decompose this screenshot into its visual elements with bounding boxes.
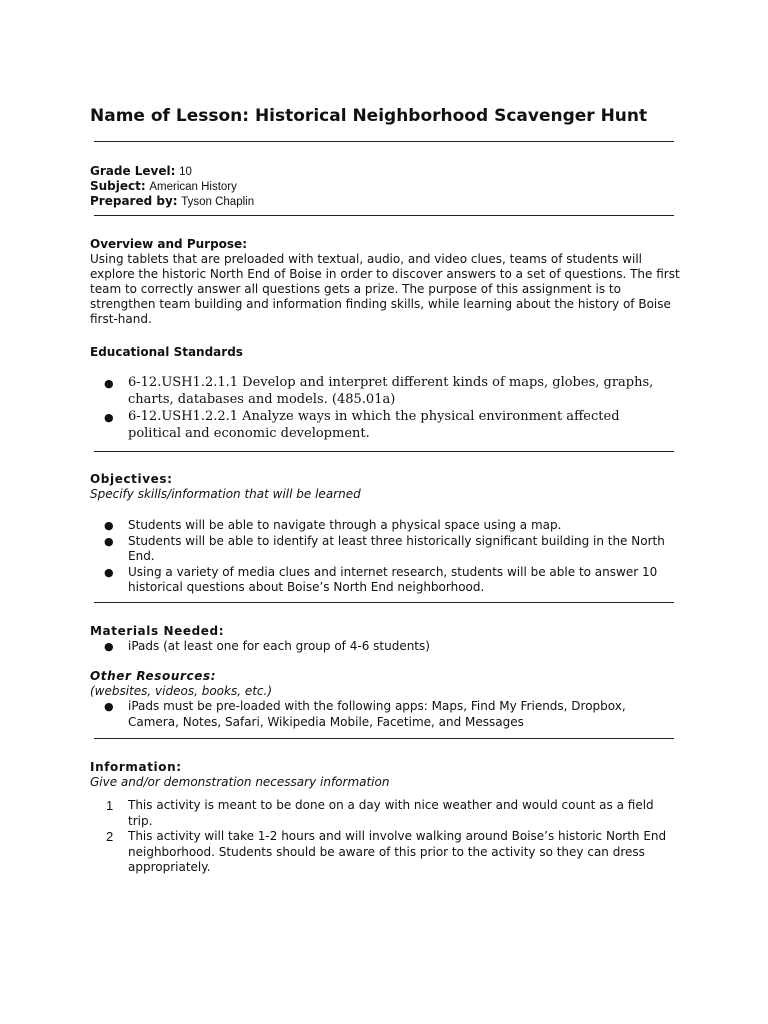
list-item: 2 This activity will take 1-2 hours and will involve walking around Boise’s historic North End neighborhood. Students should be aware of this prior to the activity so they can dress appropriately. xyxy=(106,829,667,874)
objectives-section xyxy=(90,472,680,596)
bullet: ● xyxy=(104,565,114,579)
resources-list xyxy=(90,699,680,730)
materials-section xyxy=(90,624,680,655)
objectives-heading: Objectives: xyxy=(90,472,173,486)
bullet: ● xyxy=(104,411,114,424)
bullet: ● xyxy=(104,519,114,532)
materials-list xyxy=(90,639,680,655)
divider xyxy=(94,602,674,603)
list-item: ● iPads (at least one for each group of 4-6 students) xyxy=(104,639,430,653)
bullet: ● xyxy=(104,534,114,548)
information-section xyxy=(90,760,680,876)
overview-section xyxy=(90,237,680,327)
list-number: 2 xyxy=(106,829,114,844)
bullet: ● xyxy=(104,640,114,653)
list-item: ● 6-12.USH1.2.1.1 Develop and interpret different kinds of maps, globes, graphs, charts, databases and models. (485.01a) xyxy=(104,375,654,407)
objectives-subheading: Specify skills/information that will be learned xyxy=(90,487,361,501)
standards-section xyxy=(90,345,680,442)
standards-heading: Educational Standards xyxy=(90,345,243,359)
resources-subheading: (websites, videos, books, etc.) xyxy=(90,684,273,698)
subject-value: American History xyxy=(149,181,237,193)
prepared-by-label: Prepared by: xyxy=(90,194,178,208)
overview-heading: Overview and Purpose: xyxy=(90,237,247,251)
list-item: ● iPads must be pre-loaded with the following apps: Maps, Find My Friends, Dropbox, Camera, Notes, Safari, Wikipedia Mobile, Facetime, and Messages xyxy=(104,699,626,729)
prepared-by-line xyxy=(90,194,254,210)
grade-level-line xyxy=(90,164,192,180)
list-item: ● 6-12.USH1.2.2.1 Analyze ways in which the physical environment affected political and economic development. xyxy=(104,409,620,441)
divider xyxy=(94,738,674,739)
information-heading: Information: xyxy=(90,760,182,774)
resources-heading: Other Resources: xyxy=(90,669,217,683)
grade-level-value: 10 xyxy=(179,166,192,178)
list-item: ● Students will be able to identify at least three historically significant building in the North End. xyxy=(104,533,665,563)
objectives-list xyxy=(90,518,680,596)
standards-list xyxy=(90,374,680,442)
bullet: ● xyxy=(104,700,114,713)
overview-text: Using tablets that are preloaded with textual, audio, and video clues, teams of students will explore the historic North End of Boise in order to discover answers to a set of questions. The first team to correctly answer all questions gets a prize. The purpose of this assignment is to strengthen team building and information finding skills, while learning about the history of Boise first-hand. xyxy=(90,252,680,326)
prepared-by-value: Tyson Chaplin xyxy=(181,196,255,208)
divider xyxy=(94,215,674,216)
resources-section xyxy=(90,669,680,730)
list-item: ● Using a variety of media clues and internet research, students will be able to answer 10 historical questions about Boise’s North End neighborhood. xyxy=(104,564,658,594)
subject-label: Subject: xyxy=(90,179,146,193)
divider xyxy=(94,451,674,452)
grade-level-label: Grade Level: xyxy=(90,164,176,178)
information-list xyxy=(90,798,680,876)
list-item: ● Students will be able to navigate through a physical space using a map. xyxy=(104,518,562,532)
lesson-title: Name of Lesson: Historical Neighborhood Scavenger Hunt xyxy=(90,106,648,126)
materials-heading: Materials Needed: xyxy=(90,624,225,638)
subject-line xyxy=(90,179,237,195)
list-item: 1 This activity is meant to be done on a day with nice weather and would count as a field trip. xyxy=(106,798,654,828)
bullet: ● xyxy=(104,377,114,390)
divider xyxy=(94,141,674,142)
list-number: 1 xyxy=(106,798,114,813)
information-subheading: Give and/or demonstration necessary information xyxy=(90,775,390,789)
